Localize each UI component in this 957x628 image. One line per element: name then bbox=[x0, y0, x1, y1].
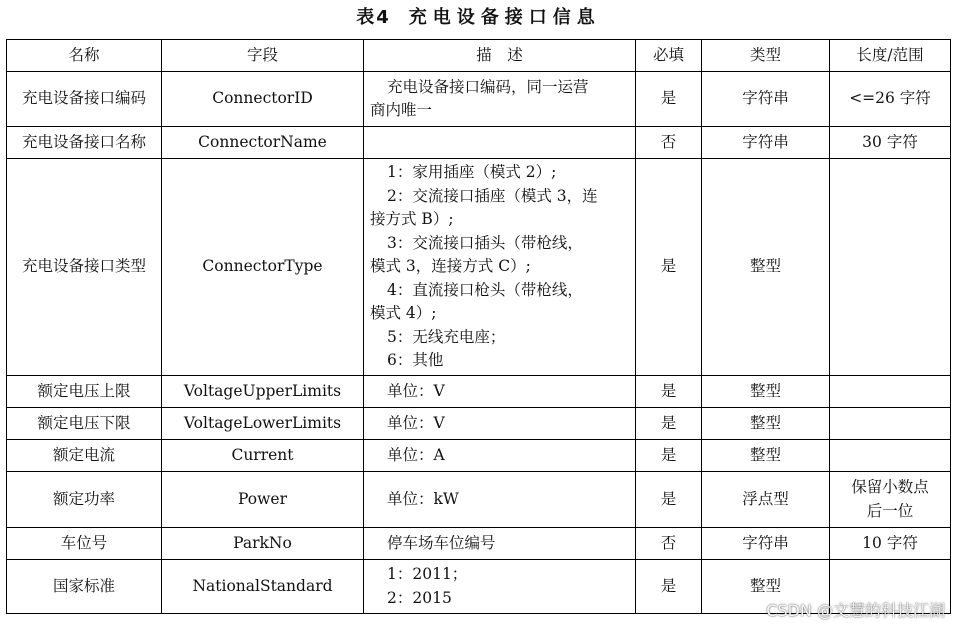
cell-name: 额定电压上限 bbox=[7, 376, 162, 408]
cell-required: 是 bbox=[636, 440, 702, 472]
table-row bbox=[7, 472, 951, 528]
header-range: 长度/范围 bbox=[830, 40, 951, 72]
header-field: 字段 bbox=[162, 40, 364, 72]
cell-field: Current bbox=[162, 440, 364, 472]
cell-description: 单位：A bbox=[364, 440, 636, 472]
cell-type: 整型 bbox=[702, 376, 830, 408]
table-row bbox=[7, 440, 951, 472]
cell-required: 是 bbox=[636, 376, 702, 408]
cell-range: <=26 字符 bbox=[830, 72, 951, 127]
table-row bbox=[7, 127, 951, 159]
table-row bbox=[7, 408, 951, 440]
header-row bbox=[7, 40, 951, 72]
cell-required: 否 bbox=[636, 127, 702, 159]
cell-type: 浮点型 bbox=[702, 472, 830, 528]
cell-field: Power bbox=[162, 472, 364, 528]
cell-description bbox=[364, 127, 636, 159]
cell-required: 是 bbox=[636, 408, 702, 440]
cell-field: ConnectorID bbox=[162, 72, 364, 127]
cell-description: 单位：V bbox=[364, 408, 636, 440]
cell-range bbox=[830, 440, 951, 472]
table-row bbox=[7, 376, 951, 408]
cell-description: 1：家用插座（模式 2）; 2：交流接口插座（模式 3，连 接方式 B）; 3：交流接口插头（带枪线， 模式 3，连接方式 C）; 4：直流接口枪头（带枪线， 模式 4）; 5：无线充电座； 6：其他 bbox=[364, 159, 636, 376]
cell-name: 充电设备接口编码 bbox=[7, 72, 162, 127]
cell-name: 充电设备接口名称 bbox=[7, 127, 162, 159]
cell-description: 充电设备接口编码，同一运营 商内唯一 bbox=[364, 72, 636, 127]
header-type: 类型 bbox=[702, 40, 830, 72]
cell-description: 单位：V bbox=[364, 376, 636, 408]
cell-name: 车位号 bbox=[7, 528, 162, 560]
cell-required: 是 bbox=[636, 472, 702, 528]
cell-name: 额定功率 bbox=[7, 472, 162, 528]
cell-type: 整型 bbox=[702, 408, 830, 440]
table-title: 充电设备接口信息 bbox=[408, 7, 601, 28]
cell-field: ConnectorName bbox=[162, 127, 364, 159]
watermark: CSDN @文慧的科技江湖 bbox=[766, 601, 945, 620]
cell-type: 整型 bbox=[702, 560, 830, 614]
table-number: 表4 bbox=[356, 7, 391, 28]
cell-required: 是 bbox=[636, 72, 702, 127]
cell-name: 额定电压下限 bbox=[7, 408, 162, 440]
cell-type: 整型 bbox=[702, 159, 830, 376]
cell-field: VoltageUpperLimits bbox=[162, 376, 364, 408]
header-name: 名称 bbox=[7, 40, 162, 72]
cell-name: 额定电流 bbox=[7, 440, 162, 472]
cell-field: ParkNo bbox=[162, 528, 364, 560]
cell-range bbox=[830, 376, 951, 408]
cell-type: 字符串 bbox=[702, 528, 830, 560]
table-row bbox=[7, 528, 951, 560]
cell-name: 充电设备接口类型 bbox=[7, 159, 162, 376]
cell-range: 10 字符 bbox=[830, 528, 951, 560]
cell-required: 否 bbox=[636, 528, 702, 560]
cell-range: 30 字符 bbox=[830, 127, 951, 159]
table-row bbox=[7, 159, 951, 376]
cell-required: 是 bbox=[636, 159, 702, 376]
cell-type: 字符串 bbox=[702, 127, 830, 159]
cell-description: 单位：kW bbox=[364, 472, 636, 528]
cell-field: VoltageLowerLimits bbox=[162, 408, 364, 440]
cell-required: 是 bbox=[636, 560, 702, 614]
cell-range bbox=[830, 159, 951, 376]
cell-range: 保留小数点 后一位 bbox=[830, 472, 951, 528]
cell-description: 1：2011； 2：2015 bbox=[364, 560, 636, 614]
cell-field: ConnectorType bbox=[162, 159, 364, 376]
cell-name: 国家标准 bbox=[7, 560, 162, 614]
cell-range bbox=[830, 408, 951, 440]
table-row bbox=[7, 72, 951, 127]
cell-type: 字符串 bbox=[702, 72, 830, 127]
cell-description: 停车场车位编号 bbox=[364, 528, 636, 560]
table-caption bbox=[0, 4, 957, 32]
header-required: 必填 bbox=[636, 40, 702, 72]
connector-info-table bbox=[6, 39, 951, 614]
cell-type: 整型 bbox=[702, 440, 830, 472]
header-description: 描 述 bbox=[364, 40, 636, 72]
cell-field: NationalStandard bbox=[162, 560, 364, 614]
